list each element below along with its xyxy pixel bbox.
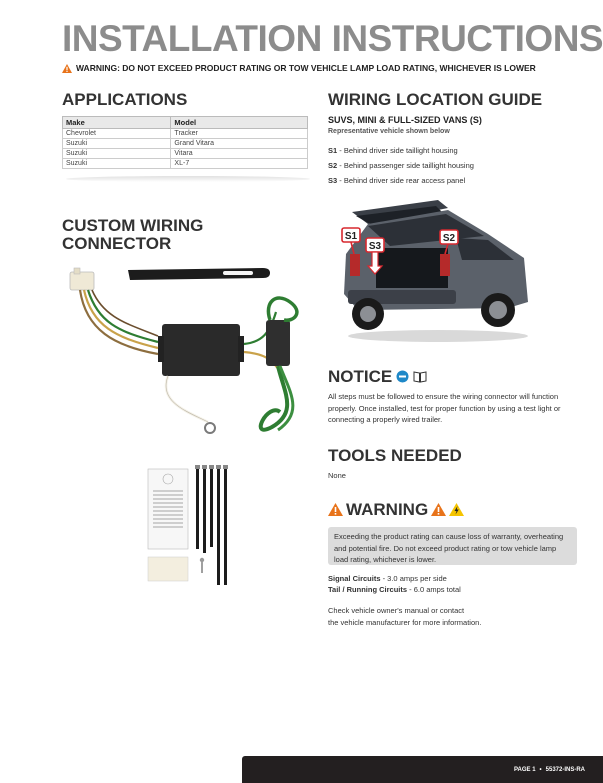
wiring-guide-note: Representative vehicle shown below [328,128,450,135]
location-text: - Behind driver side rear access panel [337,176,466,185]
table-cell-model: XL-7 [171,159,308,169]
tail-circuits-line [328,584,461,596]
connector-heading [62,217,203,253]
instruction-sheet [148,469,188,549]
table-cell-make: Suzuki [63,149,171,159]
table-cell-model: Tracker [171,129,308,139]
document-id: 55372-INS-RA [545,766,585,773]
page-number: PAGE 1 [513,766,536,773]
cable-ties [196,467,227,585]
notice-heading: NOTICE [328,367,393,386]
label-s1: S1 [344,231,358,242]
label-s2: S2 [442,233,456,244]
connector-heading-line1: CUSTOM WIRING [62,216,204,235]
table-row [63,149,308,159]
location-code: S3 [328,176,338,185]
table-cell-make: Suzuki [63,159,171,169]
manual-book-icon [413,371,427,383]
ground-ring-terminal [205,423,215,433]
connector-heading-line2: CONNECTOR [62,233,172,253]
strap-slot [223,271,253,275]
page-title: INSTALLATION INSTRUCTIONS [62,18,603,59]
table-cell-make: Suzuki [63,139,171,149]
footer-separator: • [539,766,542,773]
column-header-make: Make [63,117,171,129]
table-header-row [63,117,308,129]
table-row [63,129,308,139]
applications-heading: APPLICATIONS [62,90,188,109]
location-code: S1 [328,146,338,155]
list-item [328,173,474,188]
signal-circuits-line [328,573,447,585]
location-text: - Behind driver side taillight housing [337,146,458,155]
check-line-2: the vehicle manufacturer for more information. [328,617,482,627]
signal-circuits-value: - 3.0 amps per side [380,574,447,583]
tools-body: None [328,471,346,480]
four-way-flat-connector [266,320,290,366]
warning-triangle-icon [328,503,343,516]
label-s3: S3 [368,241,382,252]
electrical-hazard-icon [449,503,464,516]
wiring-connector-illustration [58,262,318,452]
column-header-model: Model [171,117,308,129]
applications-table [62,116,308,169]
notice-info-icon [396,370,409,383]
converter-module [162,324,240,376]
warning-banner [62,63,592,73]
wiring-guide-subheading: SUVS, MINI & FULL-SIZED VANS (S) [328,115,482,125]
page-footer [242,756,603,783]
signal-circuits-label: Signal Circuits [328,574,381,583]
table-cell-make: Chevrolet [63,129,171,139]
check-line-1: Check vehicle owner's manual or contact [328,606,465,615]
tail-circuits-label: Tail / Running Circuits [328,585,408,594]
adhesive-pad [148,557,188,581]
table-row [63,139,308,149]
table-row [63,159,308,169]
table-shadow [66,176,310,182]
warning-box: Exceeding the product rating can cause loss of warranty, overheating and potential fire. Do not exceed product rating or tow vehicle lamp load rating, whichever is lower. [328,527,577,565]
table-cell-model: Vitara [171,149,308,159]
list-item [328,158,474,173]
check-manual-text [328,605,481,628]
tail-circuits-value: - 6.0 amps total [407,585,461,594]
warning-triangle-icon [62,64,72,73]
notice-heading-row [328,368,427,386]
warning-banner-text: WARNING: DO NOT EXCEED PRODUCT RATING OR TOW VEHICLE LAMP LOAD RATING, WHICHEVER IS LOWER [76,63,536,73]
wiring-guide-heading: WIRING LOCATION GUIDE [328,90,543,109]
table-cell-model: Grand Vitara [171,139,308,149]
warning-heading-row [328,501,464,519]
hardware-kit-illustration [140,465,240,590]
list-item [328,143,474,158]
wiring-location-list [328,143,474,188]
representative-vehicle-illustration [338,198,538,346]
location-code: S2 [328,161,338,170]
notice-body: All steps must be followed to ensure the wiring connector will function properly. Once installed, test for proper function by using a test light or connecting a properly wired trailer. [328,392,561,424]
location-text: - Behind passenger side taillight housing [337,161,474,170]
tools-heading: TOOLS NEEDED [328,446,462,465]
warning-triangle-icon [431,503,446,516]
left-connector-plug [70,272,94,290]
warning-heading: WARNING [346,500,429,519]
